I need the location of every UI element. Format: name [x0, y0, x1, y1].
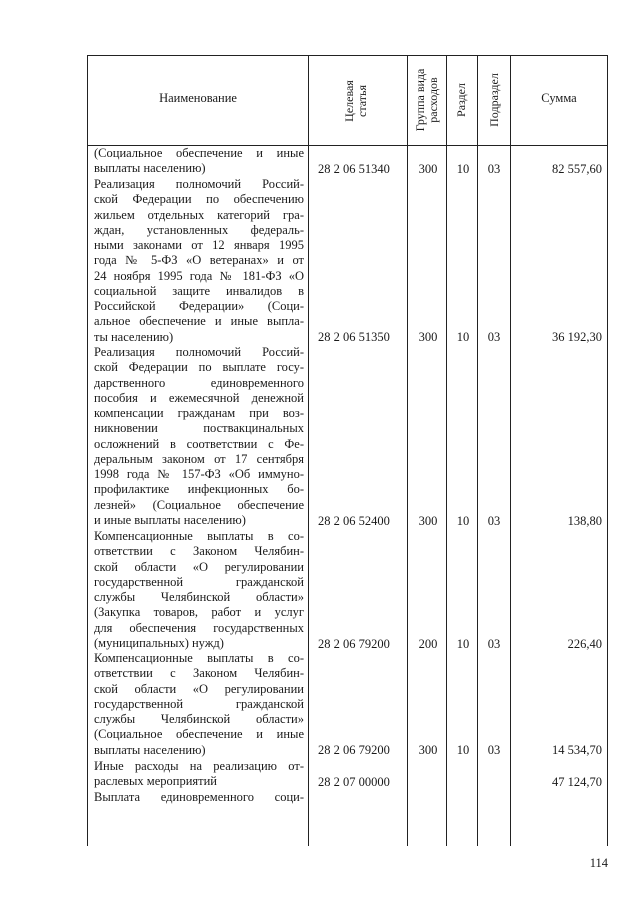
row-1-line: выплаты населению) — [94, 161, 206, 176]
header-name: Наименование — [159, 91, 237, 105]
row-6-article: 28 2 07 00000 — [318, 775, 390, 789]
row-3-article: 28 2 06 52400 — [318, 514, 390, 528]
page-number: 114 — [589, 856, 608, 870]
row-4-line: ской области «О регулировании — [94, 559, 304, 574]
row-3-subsection: 03 — [487, 514, 501, 528]
table-left-border — [87, 55, 88, 846]
row-4-line: ответствии с Законом Челябин- — [94, 544, 304, 559]
header-sum: Сумма — [541, 91, 577, 105]
row-3-line: деральным законом от 17 сентября — [94, 451, 304, 466]
row-2-subsection: 03 — [487, 330, 501, 344]
row-2-line: ными законами от 12 января 1995 — [94, 238, 304, 252]
row-2-line: Реализация полномочий Россий- — [94, 177, 304, 191]
row-2-line: 24 ноября 1995 года № 181-ФЗ «О — [94, 268, 304, 283]
row-2-article: 28 2 06 51350 — [318, 330, 390, 344]
header-target-article — [336, 57, 376, 145]
header-section — [452, 56, 470, 144]
table-top-border — [87, 55, 608, 56]
row-5-line: (Социальное обеспечение и иные — [94, 727, 304, 742]
row-2-line: года № 5-ФЗ «О ветеранах» и от — [94, 253, 304, 268]
row-3-line: пособия и ежемесячной денежной — [94, 390, 304, 405]
row-5-subsection: 03 — [487, 743, 501, 757]
row-7-description — [94, 790, 304, 805]
row-2-section: 10 — [456, 330, 470, 344]
row-6-sum: 47 124,70 — [552, 775, 602, 789]
row-5-line: государственной гражданской — [94, 696, 304, 711]
row-2-line: ской Федерации по обеспечению — [94, 192, 304, 207]
row-2-line: альное обеспечение и иные выпла- — [94, 314, 304, 329]
row-3-line: компенсации гражданам при воз- — [94, 406, 304, 420]
column-divider-name — [308, 55, 309, 846]
row-6-line: раслевых мероприятий — [94, 774, 217, 789]
row-5-description — [94, 651, 304, 758]
row-1-line: (Социальное обеспечение и иные — [94, 146, 304, 160]
row-3-line: никновении поствакцинальных — [94, 421, 304, 436]
row-3-section: 10 — [456, 514, 470, 528]
row-5-section: 10 — [456, 743, 470, 757]
row-2-line: жильем отдельных категорий гра- — [94, 207, 304, 222]
row-5-line: выплаты населению) — [94, 742, 206, 757]
row-3-description — [94, 345, 304, 528]
row-1-description — [94, 146, 304, 177]
row-4-subsection: 03 — [487, 637, 501, 651]
row-2-sum: 36 192,30 — [552, 330, 602, 344]
row-2-line: социальной защите инвалидов в — [94, 283, 304, 298]
row-3-line: осложнений в соответствии с Фе- — [94, 436, 304, 451]
header-target-article-line-1: Целевая — [342, 80, 356, 122]
row-1-sum: 82 557,60 — [552, 162, 602, 176]
row-4-section: 10 — [456, 637, 470, 651]
row-1-group: 300 — [418, 162, 438, 176]
row-2-line: ждан, установленных федераль- — [94, 222, 304, 237]
row-3-line: профилактике инфекционных бо- — [94, 482, 304, 497]
header-subsection-label: Подраздел — [486, 73, 501, 127]
row-3-line: и иные выплаты населению) — [94, 512, 246, 527]
row-3-group: 300 — [418, 514, 438, 528]
row-3-line: лезней» (Социальное обеспечение — [94, 497, 304, 512]
column-divider-group — [446, 55, 447, 846]
row-5-article: 28 2 06 79200 — [318, 743, 390, 757]
row-4-line: государственной гражданской — [94, 574, 304, 589]
row-2-line: ты населению) — [94, 329, 174, 344]
row-1-article: 28 2 06 51340 — [318, 162, 390, 176]
row-3-line: дарственного единовременного — [94, 375, 304, 390]
row-2-line: Российской Федерации» (Соци- — [94, 299, 304, 313]
column-divider-article — [407, 55, 408, 846]
row-5-line: Компенсационные выплаты в со- — [94, 651, 304, 665]
row-4-group: 200 — [418, 637, 438, 651]
row-4-sum: 226,40 — [567, 637, 602, 651]
row-4-line: (муниципальных) нужд) — [94, 635, 224, 650]
header-subsection — [485, 56, 503, 144]
row-1-section: 10 — [456, 162, 470, 176]
row-5-line: службы Челябинской области» — [94, 712, 304, 726]
row-4-line: службы Челябинской области» — [94, 590, 304, 604]
header-section-label: Раздел — [453, 83, 468, 117]
column-divider-subsection — [510, 55, 511, 846]
row-3-sum: 138,80 — [567, 514, 602, 528]
row-6-description — [94, 759, 304, 790]
row-5-sum: 14 534,70 — [552, 743, 602, 757]
table-right-border — [607, 55, 608, 846]
row-4-line: (Закупка товаров, работ и услуг — [94, 605, 304, 620]
row-5-line: ответствии с Законом Челябин- — [94, 666, 304, 681]
row-5-group: 300 — [418, 743, 438, 757]
row-2-group: 300 — [418, 330, 438, 344]
header-expense-group-line-2: расходов — [426, 77, 440, 123]
row-4-article: 28 2 06 79200 — [318, 637, 390, 651]
header-expense-group-line-1: Группа вида — [413, 68, 427, 132]
header-expense-group — [409, 56, 445, 144]
row-6-line: Иные расходы на реализацию от- — [94, 759, 304, 773]
row-7-line: Выплата единовременного соци- — [94, 790, 304, 804]
row-4-line: Компенсационные выплаты в со- — [94, 529, 304, 543]
row-3-line: 1998 года № 157-ФЗ «Об иммуно- — [94, 467, 304, 481]
row-1-subsection: 03 — [487, 162, 501, 176]
header-target-article-line-2: статья — [355, 85, 369, 117]
row-3-line: ской Федерации по выплате госу- — [94, 360, 304, 375]
row-5-line: ской области «О регулировании — [94, 681, 304, 696]
row-2-description — [94, 177, 304, 345]
row-4-description — [94, 529, 304, 651]
row-4-line: для обеспечения государственных — [94, 620, 304, 635]
row-3-line: Реализация полномочий Россий- — [94, 345, 304, 359]
